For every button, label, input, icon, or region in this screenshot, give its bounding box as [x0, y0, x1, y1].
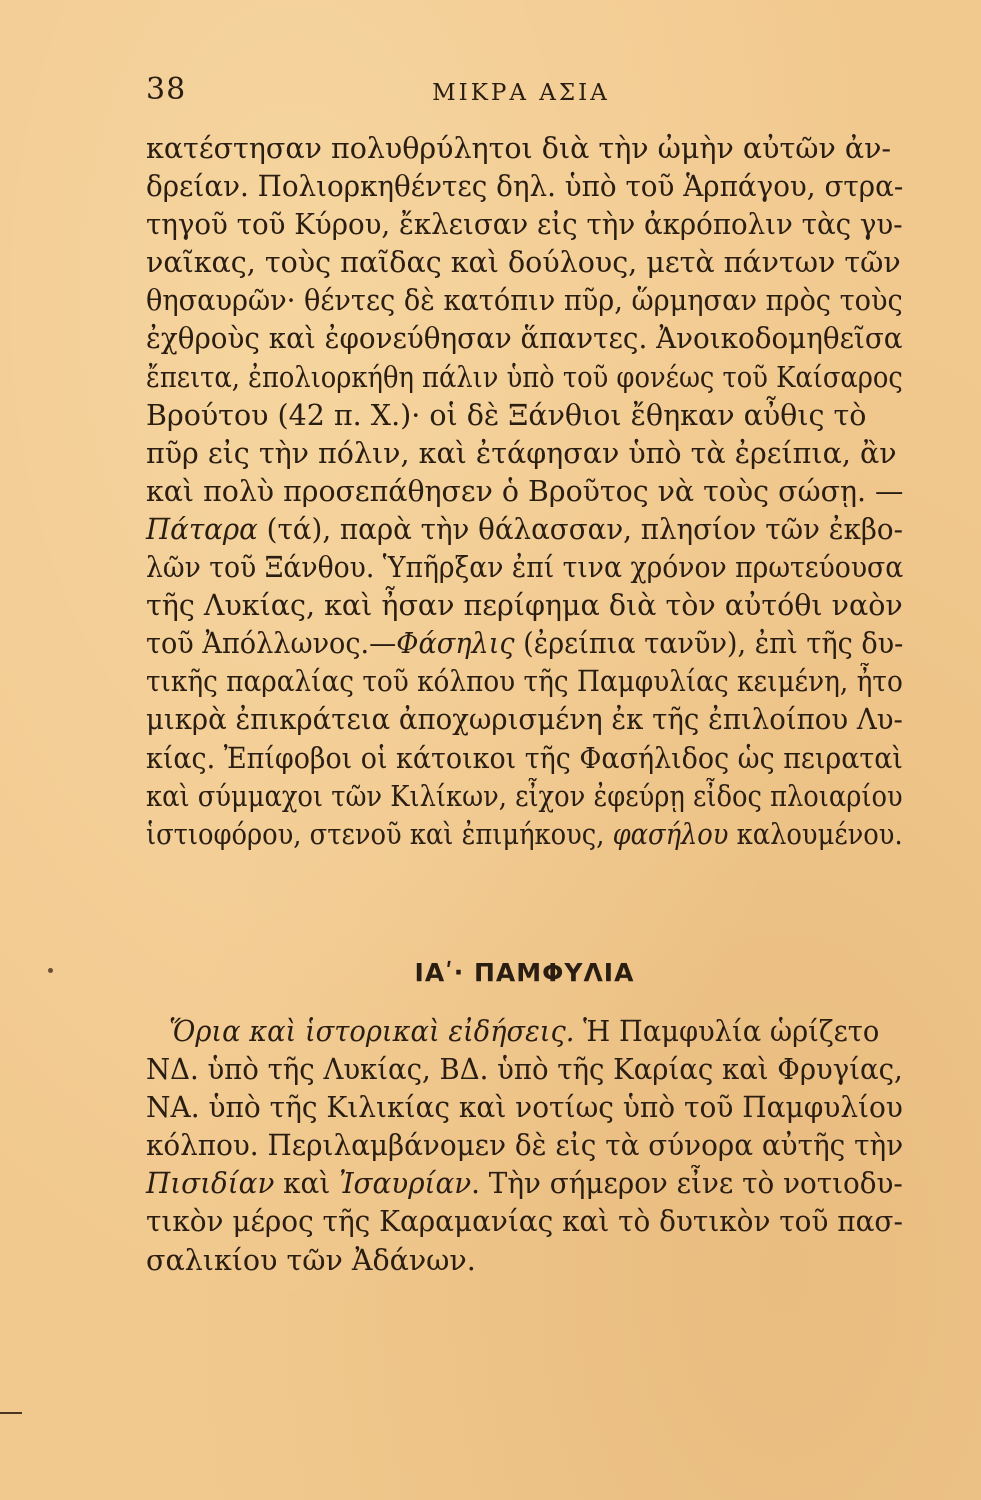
text-run: τῆς Λυκίας, καὶ ἦσαν περίφημα διὰ τὸν αὐτόθι ναὸν	[146, 589, 903, 623]
body-text	[146, 130, 903, 854]
text-run: καὶ	[274, 1167, 340, 1201]
text-line	[146, 778, 903, 816]
text-line	[146, 1203, 903, 1241]
text-run: Βρούτου (42 π. Χ.)· οἱ δὲ Ξάνθιοι ἔθηκαν αὖθις τὸ	[146, 398, 867, 432]
text-run: καὶ σύμμαχοι τῶν Κιλίκων, εἶχον ἐφεύρῃ εἶδος πλοιαρίου	[146, 779, 903, 813]
section-heading: ΙΑʹ· ΠΑΜΦΥΛΙΑ	[414, 958, 635, 987]
text-line	[146, 816, 903, 854]
text-run: ἱστιοφόρου, στενοῦ καὶ ἐπιμήκους,	[146, 817, 613, 851]
text-run: τηγοῦ τοῦ Κύρου, ἔκλεισαν εἰς τὴν ἀκρόπολιν τὰς γυ-	[146, 208, 903, 242]
page-header	[146, 72, 896, 112]
text-line	[146, 587, 903, 625]
section-text	[146, 1013, 903, 1280]
italic-term: φασήλου	[612, 817, 729, 851]
margin-rule	[0, 1412, 22, 1414]
text-line	[146, 663, 903, 701]
text-line	[146, 359, 903, 397]
italic-term: Ἰσαυρίαν	[339, 1167, 472, 1201]
text-line	[146, 397, 903, 435]
text-line	[146, 168, 904, 206]
text-line	[146, 625, 904, 663]
text-line	[146, 701, 903, 739]
text-run: ΝΑ. ὑπὸ τῆς Κιλικίας καὶ νοτίως ὑπὸ τοῦ Παμφυλίου	[146, 1091, 903, 1125]
text-line	[146, 130, 903, 168]
text-line	[146, 473, 904, 511]
text-line	[146, 282, 903, 320]
italic-term: Πισιδίαν	[146, 1167, 275, 1201]
text-run: κόλπου. Περιλαμβάνομεν δὲ εἰς τὰ σύνορα αὐτῆς τὴν	[146, 1129, 904, 1163]
running-title: ΜΙΚΡΑ ΑΣΙΑ	[432, 80, 610, 106]
text-run: ἐχθροὺς καὶ ἐφονεύθησαν ἅπαντες. Ἀνοικοδομηθεῖσα	[146, 322, 903, 356]
text-run: σαλικίου τῶν Ἀδάνων.	[146, 1243, 476, 1277]
text-run: πῦρ εἰς τὴν πόλιν, καὶ ἐτάφησαν ὑπὸ τὰ ἐρείπια, ἂν	[146, 436, 897, 470]
text-line	[146, 244, 903, 282]
text-run: τοῦ Ἀπόλλωνος.—	[146, 627, 397, 661]
text-line	[146, 320, 903, 358]
text-run: θησαυρῶν· θέντες δὲ κατόπιν πῦρ, ὥρμησαν πρὸς τοὺς	[146, 284, 903, 318]
text-line	[146, 435, 903, 473]
italic-term: Πάταρα	[146, 512, 258, 546]
text-run: μικρὰ ἐπικράτεια ἀποχωρισμένη ἐκ τῆς ἐπιλοίπου Λυ-	[146, 703, 903, 737]
page-number: 38	[146, 72, 187, 107]
text-line	[146, 1242, 903, 1280]
text-run: κατέστησαν πολυθρύλητοι διὰ τὴν ὠμὴν αὐτῶν ἀν-	[146, 132, 892, 165]
text-run: λῶν τοῦ Ξάνθου. Ὑπῆρξαν ἐπί τινα χρόνον πρωτεύουσα	[146, 551, 904, 585]
text-run: ναῖκας, τοὺς παῖδας καὶ δούλους, μετὰ πάντων τῶν	[146, 246, 901, 280]
text-line	[146, 1127, 904, 1165]
text-run: (ἐρείπια τανῦν), ἐπὶ τῆς δυ-	[514, 627, 904, 661]
text-run: τικὸν μέρος τῆς Καραμανίας καὶ τὸ δυτικὸν τοῦ πασ-	[146, 1205, 903, 1239]
text-run: καὶ πολὺ προσεπάθησεν ὁ Βροῦτος νὰ τοὺς σώσῃ. —	[146, 474, 904, 508]
text-run: Ἡ Παμφυλία ὡρίζετο	[574, 1015, 880, 1048]
text-line	[146, 1165, 903, 1203]
text-run: δρείαν. Πολιορκηθέντες δηλ. ὑπὸ τοῦ Ἁρπάγου, στρα-	[146, 170, 904, 204]
text-line	[146, 511, 903, 549]
text-run: κίας. Ἐπίφοβοι οἱ κάτοικοι τῆς Φασήλιδος ὡς πειραταὶ	[146, 741, 903, 775]
text-line	[146, 206, 903, 244]
text-line	[146, 1089, 903, 1127]
margin-speck	[48, 968, 53, 973]
text-run: . Τὴν σήμερον εἶνε τὸ νοτιοδυ-	[471, 1167, 903, 1201]
text-run: ἔπειτα, ἐπολιορκήθη πάλιν ὑπὸ τοῦ φονέως τοῦ Καίσαρος	[146, 360, 903, 394]
text-line	[146, 549, 904, 587]
text-line	[146, 1013, 880, 1051]
text-line	[146, 740, 903, 778]
italic-term: Φάσηλις	[396, 627, 515, 661]
text-run: (τά), παρὰ τὴν θάλασσαν, πλησίον τῶν ἐκβο-	[257, 512, 903, 546]
text-run: καλουμένου.	[728, 817, 903, 851]
text-run: τικῆς παραλίας τοῦ κόλπου τῆς Παμφυλίας κειμένη, ἦτο	[146, 665, 903, 699]
italic-term: Ὅρια καὶ ἱστορικαὶ εἰδήσεις.	[168, 1015, 575, 1048]
text-line	[146, 1051, 903, 1089]
text-run: ΝΔ. ὑπὸ τῆς Λυκίας, ΒΔ. ὑπὸ τῆς Καρίας καὶ Φρυγίας,	[146, 1053, 903, 1087]
